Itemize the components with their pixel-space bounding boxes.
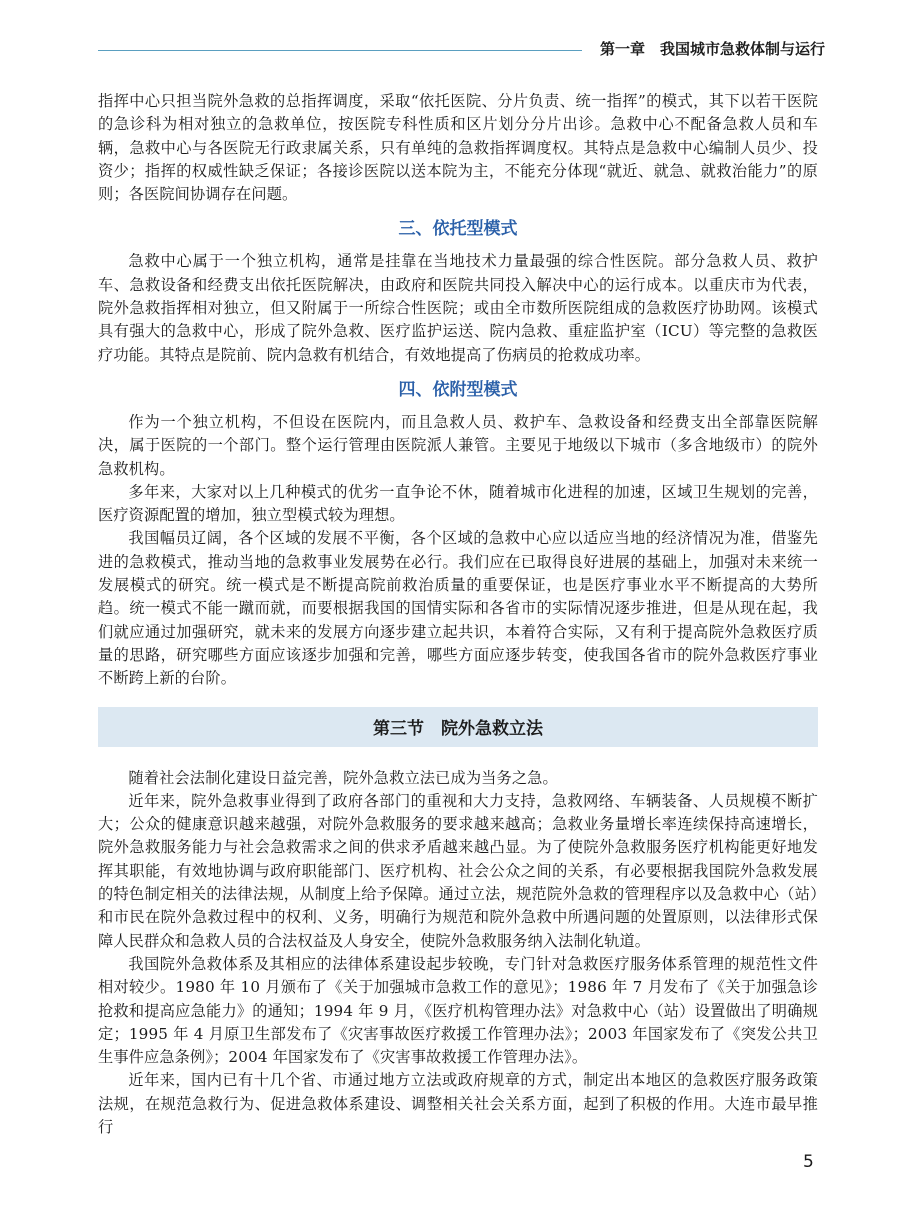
- page-body: [98, 90, 818, 1139]
- section-banner: [98, 707, 818, 747]
- subsection-heading-3: 三、依托型模式: [398, 219, 518, 240]
- body-paragraph: 近年来，国内已有十几个省、市通过地方立法或政府规章的方式，制定出本地区的急救医疗服务政策法规，在规范急救行为、促进急救体系建设、调整相关社会关系方面，起到了积极的作用。大连市最早推行: [98, 1071, 818, 1136]
- body-paragraph: 我国院外急救体系及其相应的法律体系建设起步较晚，专门针对急救医疗服务体系管理的规范性文件相对较少。1980 年 10 月颁布了《关于加强城市急救工作的意见》；1986 年 7 月发布了《关于加强急诊抢救和提高应急能力》的通知；1994 年 9 月，《医疗机构管理办法》对急救中心（站）设置做出了明确规定；1995 年 4 月原卫生部发布了《灾害事故医疗救援工作管理办法》；2003 年国家发布了《突发公共卫生事件应急条例》；2004 年国家发布了《灾害事故救援工作管理办法》。: [98, 954, 818, 1067]
- body-paragraph: 我国幅员辽阔，各个区域的发展不平衡，各个区域的急救中心应以适应当地的经济情况为准，借鉴先进的急救模式，推动当地的急救事业发展势在必行。我们应在已取得良好进展的基础上，加强对未来统一发展模式的研究。统一模式是不断提高院前救治质量的重要保证，也是医疗事业水平不断提高的大势所趋。统一模式不能一蹴而就，而要根据我国的国情实际和各省市的实际情况逐步推进，但是从现在起，我们就应通过加强研究，就未来的发展方向逐步建立起共识，本着符合实际，又有利于提高院外急救医疗质量的思路，研究哪些方面应该逐步加强和完善，哪些方面应逐步转变，使我国各省市的院外急救医疗事业不断跨上新的台阶。: [98, 529, 818, 688]
- page-number: 5: [803, 1152, 814, 1172]
- body-paragraph: 近年来，院外急救事业得到了政府各部门的重视和大力支持，急救网络、车辆装备、人员规模不断扩大；公众的健康意识越来越强，对院外急救服务的要求越来越高；急救业务量增长率连续保持高速增长，院外急救服务能力与社会急救需求之间的供求矛盾越来越凸显。为了使院外急救服务医疗机构能更好地发挥其职能，有效地协调与政府职能部门、医疗机构、社会公众之间的关系，有必要根据我国院外急救发展的特色制定相关的法律法规，从制度上给予保障。通过立法，规范院外急救的管理程序以及急救中心（站）和市民在院外急救过程中的权利、义务，明确行为规范和院外急救中所遇问题的处置原则，以法律形式保障人民群众和急救人员的合法权益及人身安全，使院外急救服务纳入法制化轨道。: [98, 791, 818, 950]
- body-paragraph: 指挥中心只担当院外急救的总指挥调度，采取“依托医院、分片负责、统一指挥”的模式，其下以若干医院的急诊科为相对独立的急救单位，按医院专科性质和区片划分分片出诊。急救中心不配备急救人员和车辆，急救中心与各医院无行政隶属关系，只有单纯的急救指挥调度权。其特点是急救中心编制人员少、投资少；指挥的权威性缺乏保证；各接诊医院以送本院为主，不能充分体现“就近、就急、就救治能力”的原则；各医院间协调存在问题。: [98, 92, 818, 204]
- header-rule: [98, 50, 582, 51]
- chapter-title: 第一章 我国城市急救体制与运行: [600, 40, 826, 58]
- body-paragraph: 急救中心属于一个独立机构，通常是挂靠在当地技术力量最强的综合性医院。部分急救人员、救护车、急救设备和经费支出依托医院解决，由政府和医院共同投入解决中心的运行成本。以重庆市为代表，院外急救指挥相对独立，但又附属于一所综合性医院；或由全市数所医院组成的急救医疗协助网。该模式具有强大的急救中心，形成了院外急救、医疗监护运送、院内急救、重症监护室（ICU）等完整的急救医疗功能。其特点是院前、院内急救有机结合，有效地提高了伤病员的抢救成功率。: [98, 252, 818, 364]
- section-title: 第三节 院外急救立法: [373, 719, 543, 740]
- body-paragraph: 随着社会法制化建设日益完善，院外急救立法已成为当务之急。: [128, 768, 558, 787]
- subsection-heading-4: 四、依附型模式: [398, 379, 518, 400]
- body-paragraph: 多年来，大家对以上几种模式的优劣一直争论不休，随着城市化进程的加速，区域卫生规划的完善，医疗资源配置的增加，独立型模式较为理想。: [98, 482, 818, 525]
- body-paragraph: 作为一个独立机构，不但设在医院内，而且急救人员、救护车、急救设备和经费支出全部靠医院解决，属于医院的一个部门。整个运行管理由医院派人兼管。主要见于地级以下城市（多含地级市）的院外急救机构。: [98, 412, 818, 478]
